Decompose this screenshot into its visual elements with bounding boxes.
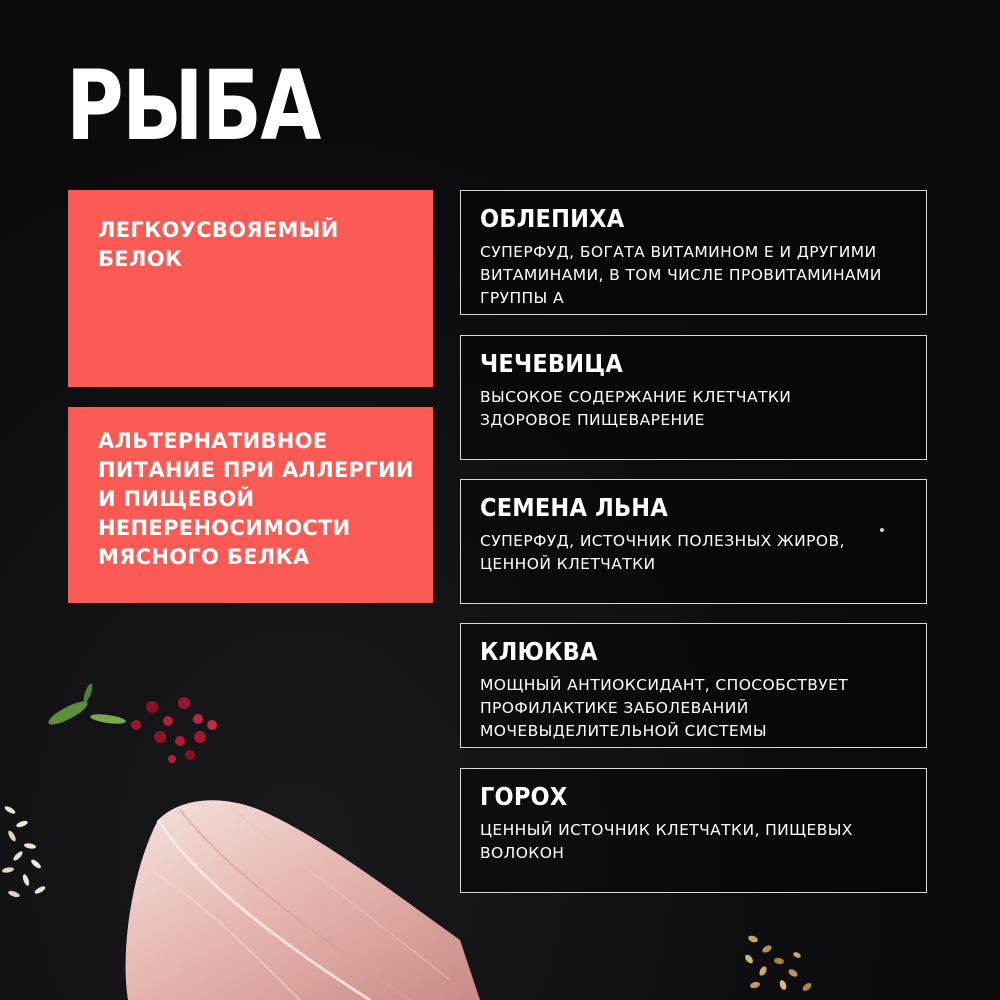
benefit-text: АЛЬТЕРНАТИВНОЕ ПИТАНИЕ ПРИ АЛЛЕРГИИ И ПИЩЕВОЙ НЕПЕРЕНОСИМОСТИ МЯСНОГО БЕЛКА [98, 429, 414, 569]
cranberries-image [40, 675, 230, 775]
benefit-text: ЛЕГКОУСВОЯЕМЫЙ БЕЛОК [98, 218, 339, 271]
ingredient-name: ЧЕЧЕВИЦА [480, 349, 623, 378]
ingredient-description: ЦЕННЫЙ ИСТОЧНИК КЛЕТЧАТКИ, ПИЩЕВЫХ ВОЛОКОН [480, 821, 853, 862]
ingredient-description: СУПЕРФУД, ИСТОЧНИК ПОЛЕЗНЫХ ЖИРОВ, ЦЕННОЙ КЛЕТЧАТКИ [480, 532, 845, 573]
ingredient-card-flax-seeds [460, 479, 927, 604]
benefit-box-protein [68, 190, 433, 387]
benefit-box-allergy [68, 407, 433, 603]
sparkle-icon [878, 526, 886, 534]
ingredient-description: СУПЕРФУД, БОГАТА ВИТАМИНОМ Е И ДРУГИМИ ВИТАМИНАМИ, В ТОМ ЧИСЛЕ ПРОВИТАМИНАМИ ГРУППЫ А [480, 243, 882, 307]
ingredient-card-sea-buckthorn [460, 190, 927, 315]
ingredient-card-peas [460, 768, 927, 893]
ingredient-name: КЛЮКВА [480, 637, 598, 666]
ingredient-description: МОЩНЫЙ АНТИОКСИДАНТ, СПОСОБСТВУЕТ ПРОФИЛАКТИКЕ ЗАБОЛЕВАНИЙ МОЧЕВЫДЕЛИТЕЛЬНОЙ СИСТЕМЫ [480, 676, 849, 740]
ingredient-card-lentils [460, 335, 927, 460]
page-title: РЫБА [66, 50, 320, 162]
ingredient-name: ОБЛЕПИХА [480, 204, 625, 233]
flax-seeds-image [735, 925, 825, 1000]
ingredient-card-cranberry [460, 623, 927, 748]
ingredient-name: СЕМЕНА ЛЬНА [480, 493, 668, 522]
ingredient-description: ВЫСОКОЕ СОДЕРЖАНИЕ КЛЕТЧАТКИ ЗДОРОВОЕ ПИЩЕВАРЕНИЕ [480, 388, 792, 429]
fish-fillet-image [110, 780, 480, 1000]
ingredient-name: ГОРОХ [480, 782, 568, 811]
rice-image [0, 790, 60, 910]
